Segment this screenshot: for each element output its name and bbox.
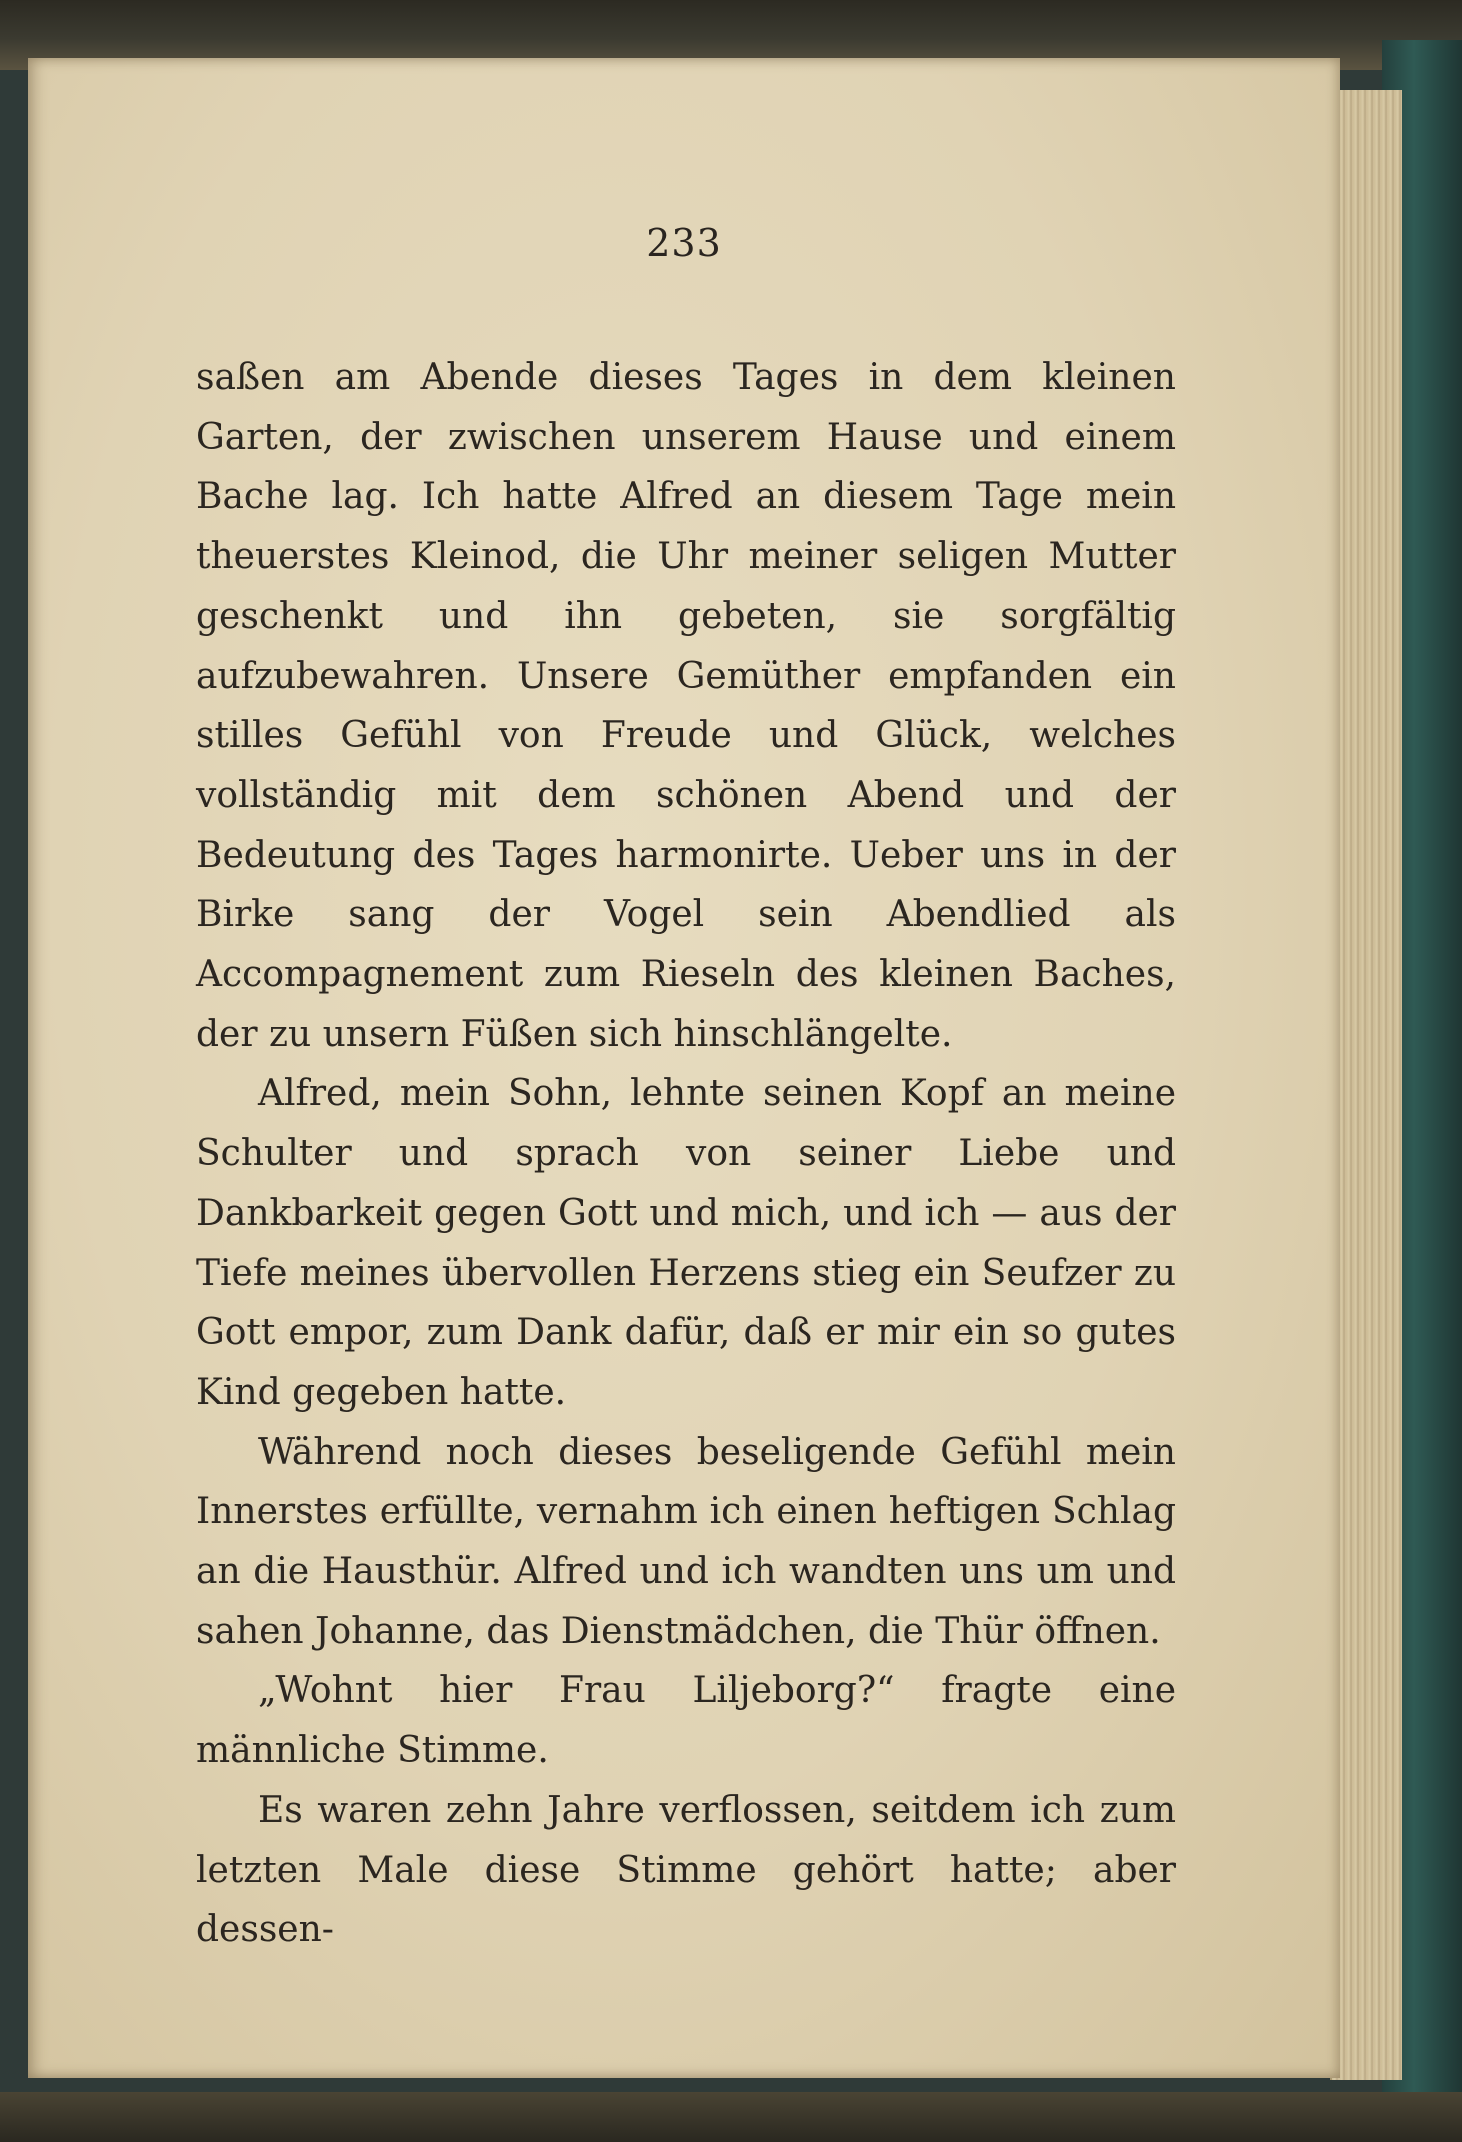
paragraph: Während noch dieses beseligende Gefühl mein Innerstes erfüllte, vernahm ich einen heftigen Schlag an die Hausthür. Alfred und ich wandten uns um und sahen Johanne, das Dienstmädchen, die Thür öffnen. (196, 1431, 1176, 1652)
body-text (196, 348, 1176, 1960)
paragraph: „Wohnt hier Frau Liljeborg?“ fragte eine männliche Stimme. (196, 1670, 1176, 1772)
paragraph: Alfred, mein Sohn, lehnte seinen Kopf an meine Schulter und sprach von seiner Liebe und Dankbarkeit gegen Gott und mich, und ich — aus der Tiefe meines übervollen Herzens stieg ein Seufzer zu Gott empor, zum Dank dafür, daß er mir ein so gutes Kind gegeben hatte. (196, 1073, 1176, 1413)
page-number: 233 (646, 221, 722, 265)
paragraph: Es waren zehn Jahre verflossen, seitdem ich zum letzten Male diese Stimme gehört hatte; aber dessen- (196, 1789, 1176, 1951)
paragraph: saßen am Abende dieses Tages in dem kleinen Garten, der zwischen unserem Hause und einem Bache lag. Ich hatte Alfred an diesem Tage mein theuerstes Kleinod, die Uhr meiner seligen Mutter geschenkt und ihn gebeten, sie sorgfältig aufzubewahren. Unsere Gemüther empfanden ein stilles Gefühl von Freude und Glück, welches vollständig mit dem schönen Abend und der Bedeutung des Tages harmonirte. Ueber uns in der Birke sang der Vogel sein Abendlied als Accompagnement zum Rieseln des kleinen Baches, der zu unsern Füßen sich hinschlängelte. (196, 357, 1176, 1055)
book-binding-bottom (0, 2092, 1462, 2142)
page-edges (1330, 90, 1402, 2080)
page-sheet (28, 58, 1340, 2078)
